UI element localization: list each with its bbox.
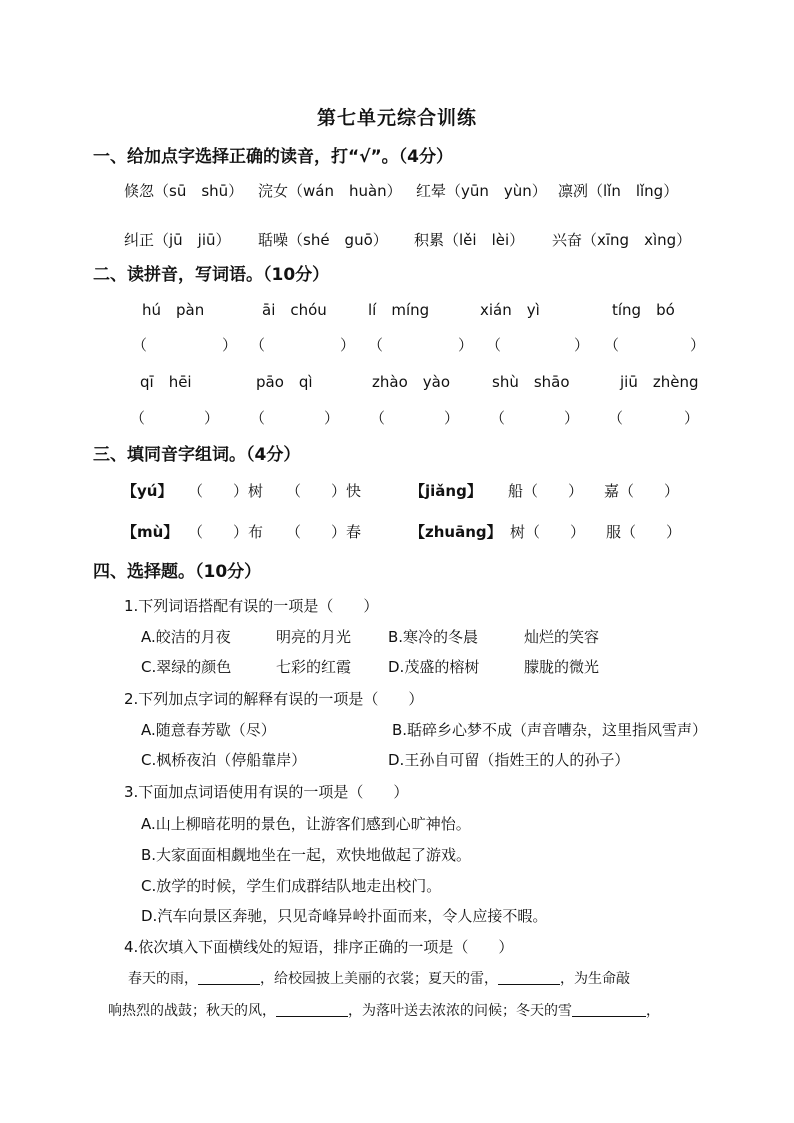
pinyin: hú pàn — [142, 301, 205, 319]
pinyin: zhào yào — [372, 373, 450, 391]
fill-item: 船（ ） — [508, 482, 584, 500]
answer-open-paren: （ — [608, 409, 624, 427]
section-2-heading: 二、读拼音，写词语。（10分） — [93, 265, 330, 285]
pinyin: āi chóu — [262, 301, 327, 319]
q2-option-b: B.聒碎乡心梦不成（声音嘈杂，这里指风雪声） — [392, 721, 708, 739]
q4-text: ， — [646, 1003, 660, 1019]
answer-close-paren: ） — [690, 336, 706, 354]
fill-item: 服（ ） — [606, 523, 682, 541]
question-2-stem: 2.下列加点字词的解释有误的一项是（ ） — [124, 690, 424, 708]
pinyin-key: 【jiǎng】 — [410, 482, 482, 500]
s1-item: 倏忽（sū shū） — [124, 182, 244, 200]
answer-open-paren: （ — [490, 409, 506, 427]
question-4-stem: 4.依次填入下面横线处的短语，排序正确的一项是（ ） — [124, 938, 514, 956]
pinyin-key: 【mù】 — [122, 523, 179, 541]
answer-close-paren: ） — [222, 336, 238, 354]
fill-item: （ ）快 — [286, 482, 362, 500]
s1-item: 凛冽（lǐn lǐng） — [558, 182, 679, 200]
section-1-heading: 一、给加点字选择正确的读音，打“√”。（4分） — [93, 147, 454, 167]
section-3-heading: 三、填同音字组词。（4分） — [93, 445, 301, 465]
answer-close-paren: ） — [324, 409, 340, 427]
answer-open-paren: （ — [604, 336, 620, 354]
fill-item: （ ）树 — [188, 482, 264, 500]
q2-option-c: C.枫桥夜泊（停船靠岸） — [141, 751, 307, 769]
q3-option-d: D.汽车向景区奔驰，只见奇峰异岭扑面而来，令人应接不暇。 — [141, 907, 548, 925]
q4-text: ，为生命敲 — [560, 971, 630, 987]
answer-open-paren: （ — [368, 336, 384, 354]
q4-text: ，为落叶送去浓浓的问候；冬天的雪 — [348, 1003, 572, 1019]
answer-blank — [572, 1002, 646, 1017]
q3-option-a: A.山上柳暗花明的景色，让游客们感到心旷神怡。 — [141, 815, 471, 833]
pinyin: jiū zhèng — [620, 373, 699, 391]
answer-close-paren: ） — [340, 336, 356, 354]
answer-open-paren: （ — [132, 336, 148, 354]
answer-open-paren: （ — [250, 409, 266, 427]
s1-item: 聒噪（shé guō） — [258, 231, 388, 249]
pinyin: tíng bó — [612, 301, 675, 319]
pinyin: pāo qì — [256, 373, 313, 391]
q4-text: ，给校园披上美丽的衣裳；夏天的雷， — [260, 971, 498, 987]
q1-option-a-2: 明亮的月光 — [276, 628, 352, 646]
q1-option-d-2: 朦胧的微光 — [524, 658, 600, 676]
q4-text: 春天的雨， — [128, 971, 198, 987]
answer-blank — [498, 970, 560, 985]
fill-item: （ ）春 — [286, 523, 362, 541]
answer-close-paren: ） — [204, 409, 220, 427]
answer-close-paren: ） — [574, 336, 590, 354]
s1-item: 纠正（jū jiū） — [124, 231, 231, 249]
answer-close-paren: ） — [684, 409, 700, 427]
q4-passage-line-1 — [128, 968, 630, 988]
question-1-stem: 1.下列词语搭配有误的一项是（ ） — [124, 597, 379, 615]
answer-open-paren: （ — [370, 409, 386, 427]
answer-close-paren: ） — [458, 336, 474, 354]
answer-open-paren: （ — [486, 336, 502, 354]
answer-blank — [198, 970, 260, 985]
pinyin: qī hēi — [140, 373, 192, 391]
q3-option-c: C.放学的时候，学生们成群结队地走出校门。 — [141, 877, 442, 895]
q2-option-d: D.王孙自可留（指姓王的人的孙子） — [388, 751, 630, 769]
answer-open-paren: （ — [130, 409, 146, 427]
fill-item: 树（ ） — [510, 523, 586, 541]
s1-item: 红晕（yūn yùn） — [416, 182, 547, 200]
s1-item: 兴奋（xīng xìng） — [552, 231, 692, 249]
answer-open-paren: （ — [250, 336, 266, 354]
q1-option-c: C.翠绿的颜色 — [141, 658, 232, 676]
answer-blank — [276, 1002, 348, 1017]
q1-option-d: D.茂盛的榕树 — [388, 658, 480, 676]
question-3-stem: 3.下面加点词语使用有误的一项是（ ） — [124, 783, 409, 801]
page-title: 第七单元综合训练 — [316, 107, 477, 129]
q1-option-c-2: 七彩的红霞 — [276, 658, 352, 676]
pinyin-key: 【zhuāng】 — [410, 523, 502, 541]
q2-option-a: A.随意春芳歇（尽） — [141, 721, 276, 739]
q3-option-b: B.大家面面相觑地坐在一起，欢快地做起了游戏。 — [141, 846, 472, 864]
s1-item: 浣女（wán huàn） — [258, 182, 402, 200]
pinyin: xián yì — [480, 301, 540, 319]
answer-close-paren: ） — [444, 409, 460, 427]
answer-close-paren: ） — [564, 409, 580, 427]
q1-option-a: A.皎洁的月夜 — [141, 628, 231, 646]
q1-option-b: B.寒冷的冬晨 — [388, 628, 479, 646]
fill-item: （ ）布 — [188, 523, 264, 541]
q4-passage-line-2 — [108, 1000, 660, 1020]
q4-text: 响热烈的战鼓；秋天的风， — [108, 1003, 276, 1019]
pinyin: shù shāo — [492, 373, 570, 391]
s1-item: 积累（lěi lèi） — [414, 231, 525, 249]
pinyin: lí míng — [368, 301, 430, 319]
fill-item: 嘉（ ） — [604, 482, 680, 500]
pinyin-key: 【yú】 — [122, 482, 173, 500]
q1-option-b-2: 灿烂的笑容 — [524, 628, 600, 646]
section-4-heading: 四、选择题。（10分） — [93, 562, 262, 582]
